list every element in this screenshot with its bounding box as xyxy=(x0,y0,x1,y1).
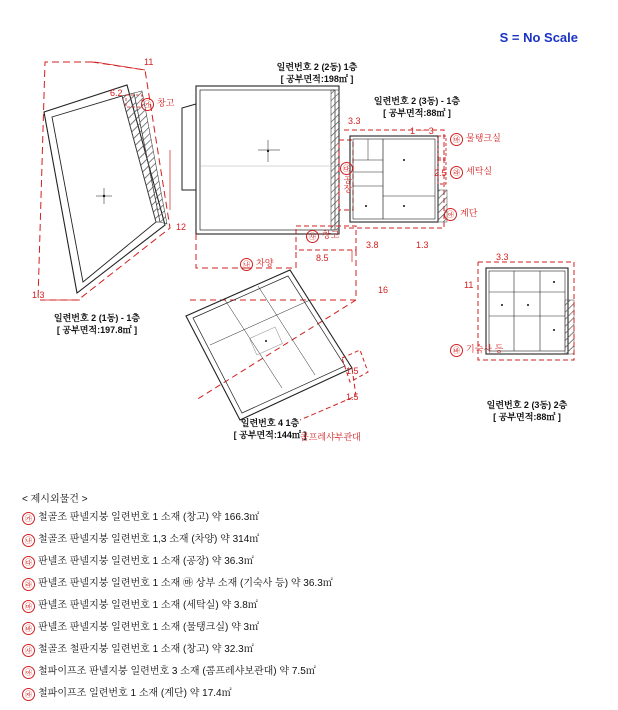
legend-item: ㉮ 철골조 판넬지붕 일련번호 1 소재 (창고) 약 166.3㎡ xyxy=(22,512,602,525)
marker-icon: ㉮ xyxy=(22,512,35,525)
dim-b3-top-left: 3.3 xyxy=(348,116,361,126)
building-area-text: [ 공부면적:198㎡ ] xyxy=(280,73,354,84)
room-tag-gisuksa: ㉳ 기숙사 등 xyxy=(450,344,503,357)
room-tag-compressor: 콤프레샤부관대 xyxy=(300,432,361,442)
room-tag-chayang: ㉯ 차양 xyxy=(240,258,273,271)
legend-item: ㉴ 철골조 철판지붕 일련번호 1 소재 (창고) 약 32.3㎡ xyxy=(22,644,602,657)
building-title-2dong-1f xyxy=(222,62,412,85)
no-scale-note: S = No Scale xyxy=(499,30,578,45)
building-title-3dong-1f xyxy=(352,96,482,119)
legend xyxy=(22,490,602,710)
marker-icon: ㉯ xyxy=(22,534,35,547)
marker-icon: ㉯ xyxy=(240,258,253,271)
marker-icon: ㉱ xyxy=(450,166,463,179)
marker-icon: ㉶ xyxy=(22,688,35,701)
building-area-text: [ 공부면적:88㎡ ] xyxy=(383,107,451,118)
building-3-outline xyxy=(344,130,447,228)
building-4-outline xyxy=(186,270,368,420)
dim-b3-inner: 3.8 xyxy=(366,240,379,250)
marker-icon: ㉰ xyxy=(340,162,353,175)
legend-item: ㉰ 판넬조 판넬지붕 일련번호 1 소재 (공장) 약 36.3㎡ xyxy=(22,556,602,569)
marker-icon: ㉴ xyxy=(22,644,35,657)
marker-icon: ㉵ xyxy=(22,666,35,679)
building-2-outline xyxy=(182,86,356,400)
building-title-text: 일련번호 2 (3동) 2층 xyxy=(486,400,568,410)
building-area-text: [ 공부면적:144㎡ ] xyxy=(233,429,307,440)
dim-b2-diag: 16 xyxy=(378,285,389,295)
building-area-text: [ 공부면적:197.8㎡ ] xyxy=(56,324,138,335)
marker-icon: ㉳ xyxy=(450,344,463,357)
marker-icon: ㉲ xyxy=(450,133,463,146)
marker-icon: ㉮ xyxy=(141,98,154,111)
legend-item: ㉳ 판넬조 판넬지붕 일련번호 1 소재 (물탱크실) 약 3㎡ xyxy=(22,622,602,635)
building-title-1dong-1f xyxy=(22,313,172,336)
dimension-lines xyxy=(44,62,352,300)
building-title-text: 일련번호 2 (2동) 1층 xyxy=(276,62,358,72)
dim-b4-right-top: 1.5 xyxy=(346,366,359,376)
room-tag-changgo-2: ㉴ 창고 xyxy=(306,230,339,243)
legend-item: ㉯ 철골조 판넬지붕 일련번호 1,3 소재 (차양) 약 314㎡ xyxy=(22,534,602,547)
marker-icon: ㉵ xyxy=(444,208,457,221)
legend-item: ㉱ 판넬조 판넬지붕 일련번호 1 소재 ㉲ 상부 소재 (기숙사 등) 약 36.3㎡ xyxy=(22,578,602,591)
room-tag-gongjang: ㉰ 공장 xyxy=(340,162,356,193)
dim-b1-left-top: 6.2 xyxy=(110,88,123,98)
legend-item: ㉵ 철파이프조 판넬지붕 일련번호 3 소재 (콤프레샤보관대) 약 7.5㎡ xyxy=(22,666,602,679)
dim-b1-right: 12 xyxy=(176,222,187,232)
marker-icon: ㉱ xyxy=(22,578,35,591)
room-tag-gyedan: ㉵ 계단 xyxy=(444,208,477,221)
legend-item: ㉶ 철파이프조 일련번호 1 소재 (계단) 약 17.4㎡ xyxy=(22,688,602,701)
room-tag-muljaengkeusil: ㉲ 물탱크실 xyxy=(450,133,501,146)
marker-icon: ㉳ xyxy=(22,622,35,635)
building-area-text: [ 공부면적:88㎡ ] xyxy=(493,411,561,422)
marker-icon: ㉰ xyxy=(22,556,35,569)
marker-icon: ㉲ xyxy=(22,600,35,613)
dim-b5-top: 3.3 xyxy=(496,252,509,262)
building-title-text: 일련번호 4 1층 xyxy=(240,418,300,428)
building-title-text: 일련번호 2 (1동) - 1층 xyxy=(53,313,141,323)
legend-title: < 제시외물건 > xyxy=(22,494,88,505)
dim-b1-top: 11 xyxy=(144,57,154,67)
building-title-3dong-2f xyxy=(462,400,592,423)
dim-b3-bottom: 1.3 xyxy=(416,240,429,250)
dim-b1-bottom: 1.3 xyxy=(32,290,45,300)
building-title-text: 일련번호 2 (3동) - 1층 xyxy=(373,96,461,106)
dim-b3-top-right: 1 ㅡ 3 xyxy=(410,126,434,136)
room-tag-setaksil: ㉱ 세탁실 xyxy=(450,166,492,179)
marker-icon: ㉴ xyxy=(306,230,319,243)
dim-b5-left: 11 xyxy=(464,280,474,290)
room-tag-changgo-1: ㉮ 창고 xyxy=(141,98,174,111)
dim-b4-right-bottom: 1.5 xyxy=(346,392,359,402)
dim-b3-right: 2.5 xyxy=(434,168,447,178)
dim-b2-right: 8.5 xyxy=(316,253,329,263)
legend-item: ㉲ 판넬조 판넬지붕 일련번호 1 소재 (세탁실) 약 3.8㎡ xyxy=(22,600,602,613)
